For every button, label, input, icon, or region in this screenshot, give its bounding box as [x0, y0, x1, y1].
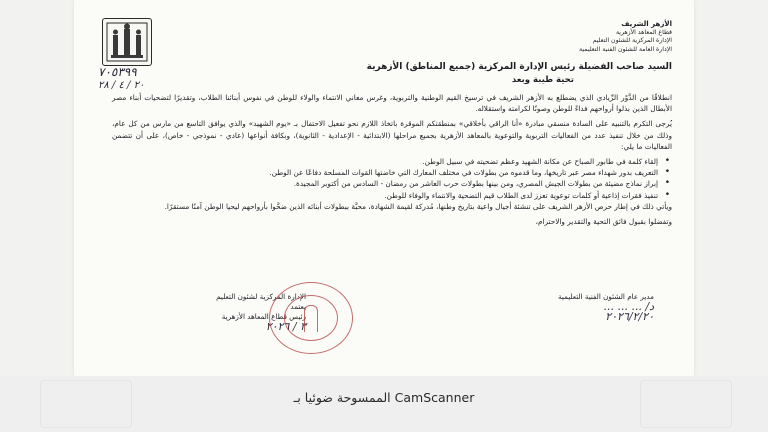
background-right — [694, 0, 768, 376]
approver-name-line: رئيس قطاع المعاهد الأزهرية — [221, 312, 306, 321]
decorative-pattern — [40, 380, 132, 428]
azhar-emblem-icon — [102, 18, 152, 66]
signature-block-right — [464, 292, 654, 322]
background-left — [0, 0, 74, 376]
signatory-title: مدير عام الشئون الفنية التعليمية — [558, 292, 654, 301]
paragraph: يُرجى التكرم بالتنبيه على السادة منسقي مبادرة «أنا الراقي بأخلاقي» بمنطقتكم الموقرة باتخاذ اللازم نحو تفعيل الاحتفال بـ «يوم الشهيد» والذي يوافق التاسع من مارس من كل عام، وذلك من خلال تنفيذ عدد من الفعاليات التربوية والتوعوية بالمعاهد الأزهرية بجميع مراحلها (الابتدائية - الإعدادية - الثانوية)، وبكافة أنواعها (عادي - نموذجي - خاص)، على أن تتضمن الفعاليات ما يلي: — [112, 119, 672, 151]
camscanner-watermark: الممسوحة ضوئيا بـ CamScanner — [293, 390, 475, 405]
letterhead — [502, 20, 672, 54]
list-item: • التعريف بدور شهداء مصر عبر تاريخها، وما قدموه من بطولات في مختلف المعارك التي خاضتها القوات المسلحة دفاعًا عن الوطن. — [112, 167, 658, 178]
activity-list — [112, 156, 672, 201]
reference-number: ٧٠٥٣٩٩ — [98, 65, 137, 79]
reference-block — [98, 66, 144, 92]
letterhead-line-3: الإدارة المركزية للشئون التعليم — [592, 37, 672, 45]
official-seal-icon — [269, 282, 353, 354]
signature: د/ ... ... ... — [603, 300, 654, 313]
addressee: السيد صاحب الفضيلة رئيس الإدارة المركزية (جميع المناطق) الأزهرية — [366, 62, 672, 72]
closing: وتفضلوا بقبول فائق التحية والتقدير والاحترام، — [535, 217, 672, 227]
list-item: • تنفيذ فقرات إذاعية أو كلمات توعوية تعزز لدى الطلاب قيم التضحية والانتماء والوفاء للوطن. — [112, 190, 658, 201]
decorative-pattern — [640, 380, 732, 428]
letterhead-line-4: الإدارة العامة للشئون الفنية التعليمية — [579, 45, 672, 53]
list-item: • إبراز نماذج مضيئة من بطولات الجيش المصري، ومن بينها بطولات حرب العاشر من رمضان - السادس من أكتوبر المجيدة. — [112, 178, 658, 189]
conclusion: ويأتي ذلك في إطار حرص الأزهر الشريف على تنشئة أجيال واعية بتاريخ وطنها، مُدركة لقيمة الشهادة، محبَّة ببطولات أبنائه الذين ضحَّوا بأرواحهم ليحيا الوطن آمنًا مستقرًا. — [164, 201, 672, 211]
paragraph: انطلاقًا من الدَّوْر الرِّيادي الذي يضطلع به الأزهر الشريف في ترسيخ القيم الوطنية والتربوية، وغرس معاني الانتماء والولاء للوطن في نفوس أبنائنا الطلاب، وتقديرًا لتضحيات أبناء مصر الأبطال الذين بذلوا أرواحهم فداءً للوطن وصونًا لكرامته واستقلاله. — [112, 93, 672, 114]
letter-body — [112, 92, 672, 231]
list-item: • إلقاء كلمة في طابور الصباح عن مكانة الشهيد وعظم تضحيته في سبيل الوطن. — [112, 156, 658, 167]
signature-date: ٢٠٢٦/٢/٢٠ — [605, 310, 654, 323]
approval-handwriting: ٣ / ٢٠٢٦ — [265, 320, 306, 333]
letterhead-line-2: قطاع المعاهد الأزهرية — [615, 28, 672, 36]
document-page — [74, 0, 694, 376]
greeting: تحية طيبة وبعد — [511, 75, 574, 85]
letterhead-line-1: الأزهر الشريف — [621, 20, 672, 28]
approval-verb: يعتمد — [290, 302, 306, 311]
approver-title: الإدارة المركزية لشئون التعليم — [216, 292, 306, 301]
reference-date: ٢٠ / ٤ / ٢٨ — [98, 80, 145, 91]
